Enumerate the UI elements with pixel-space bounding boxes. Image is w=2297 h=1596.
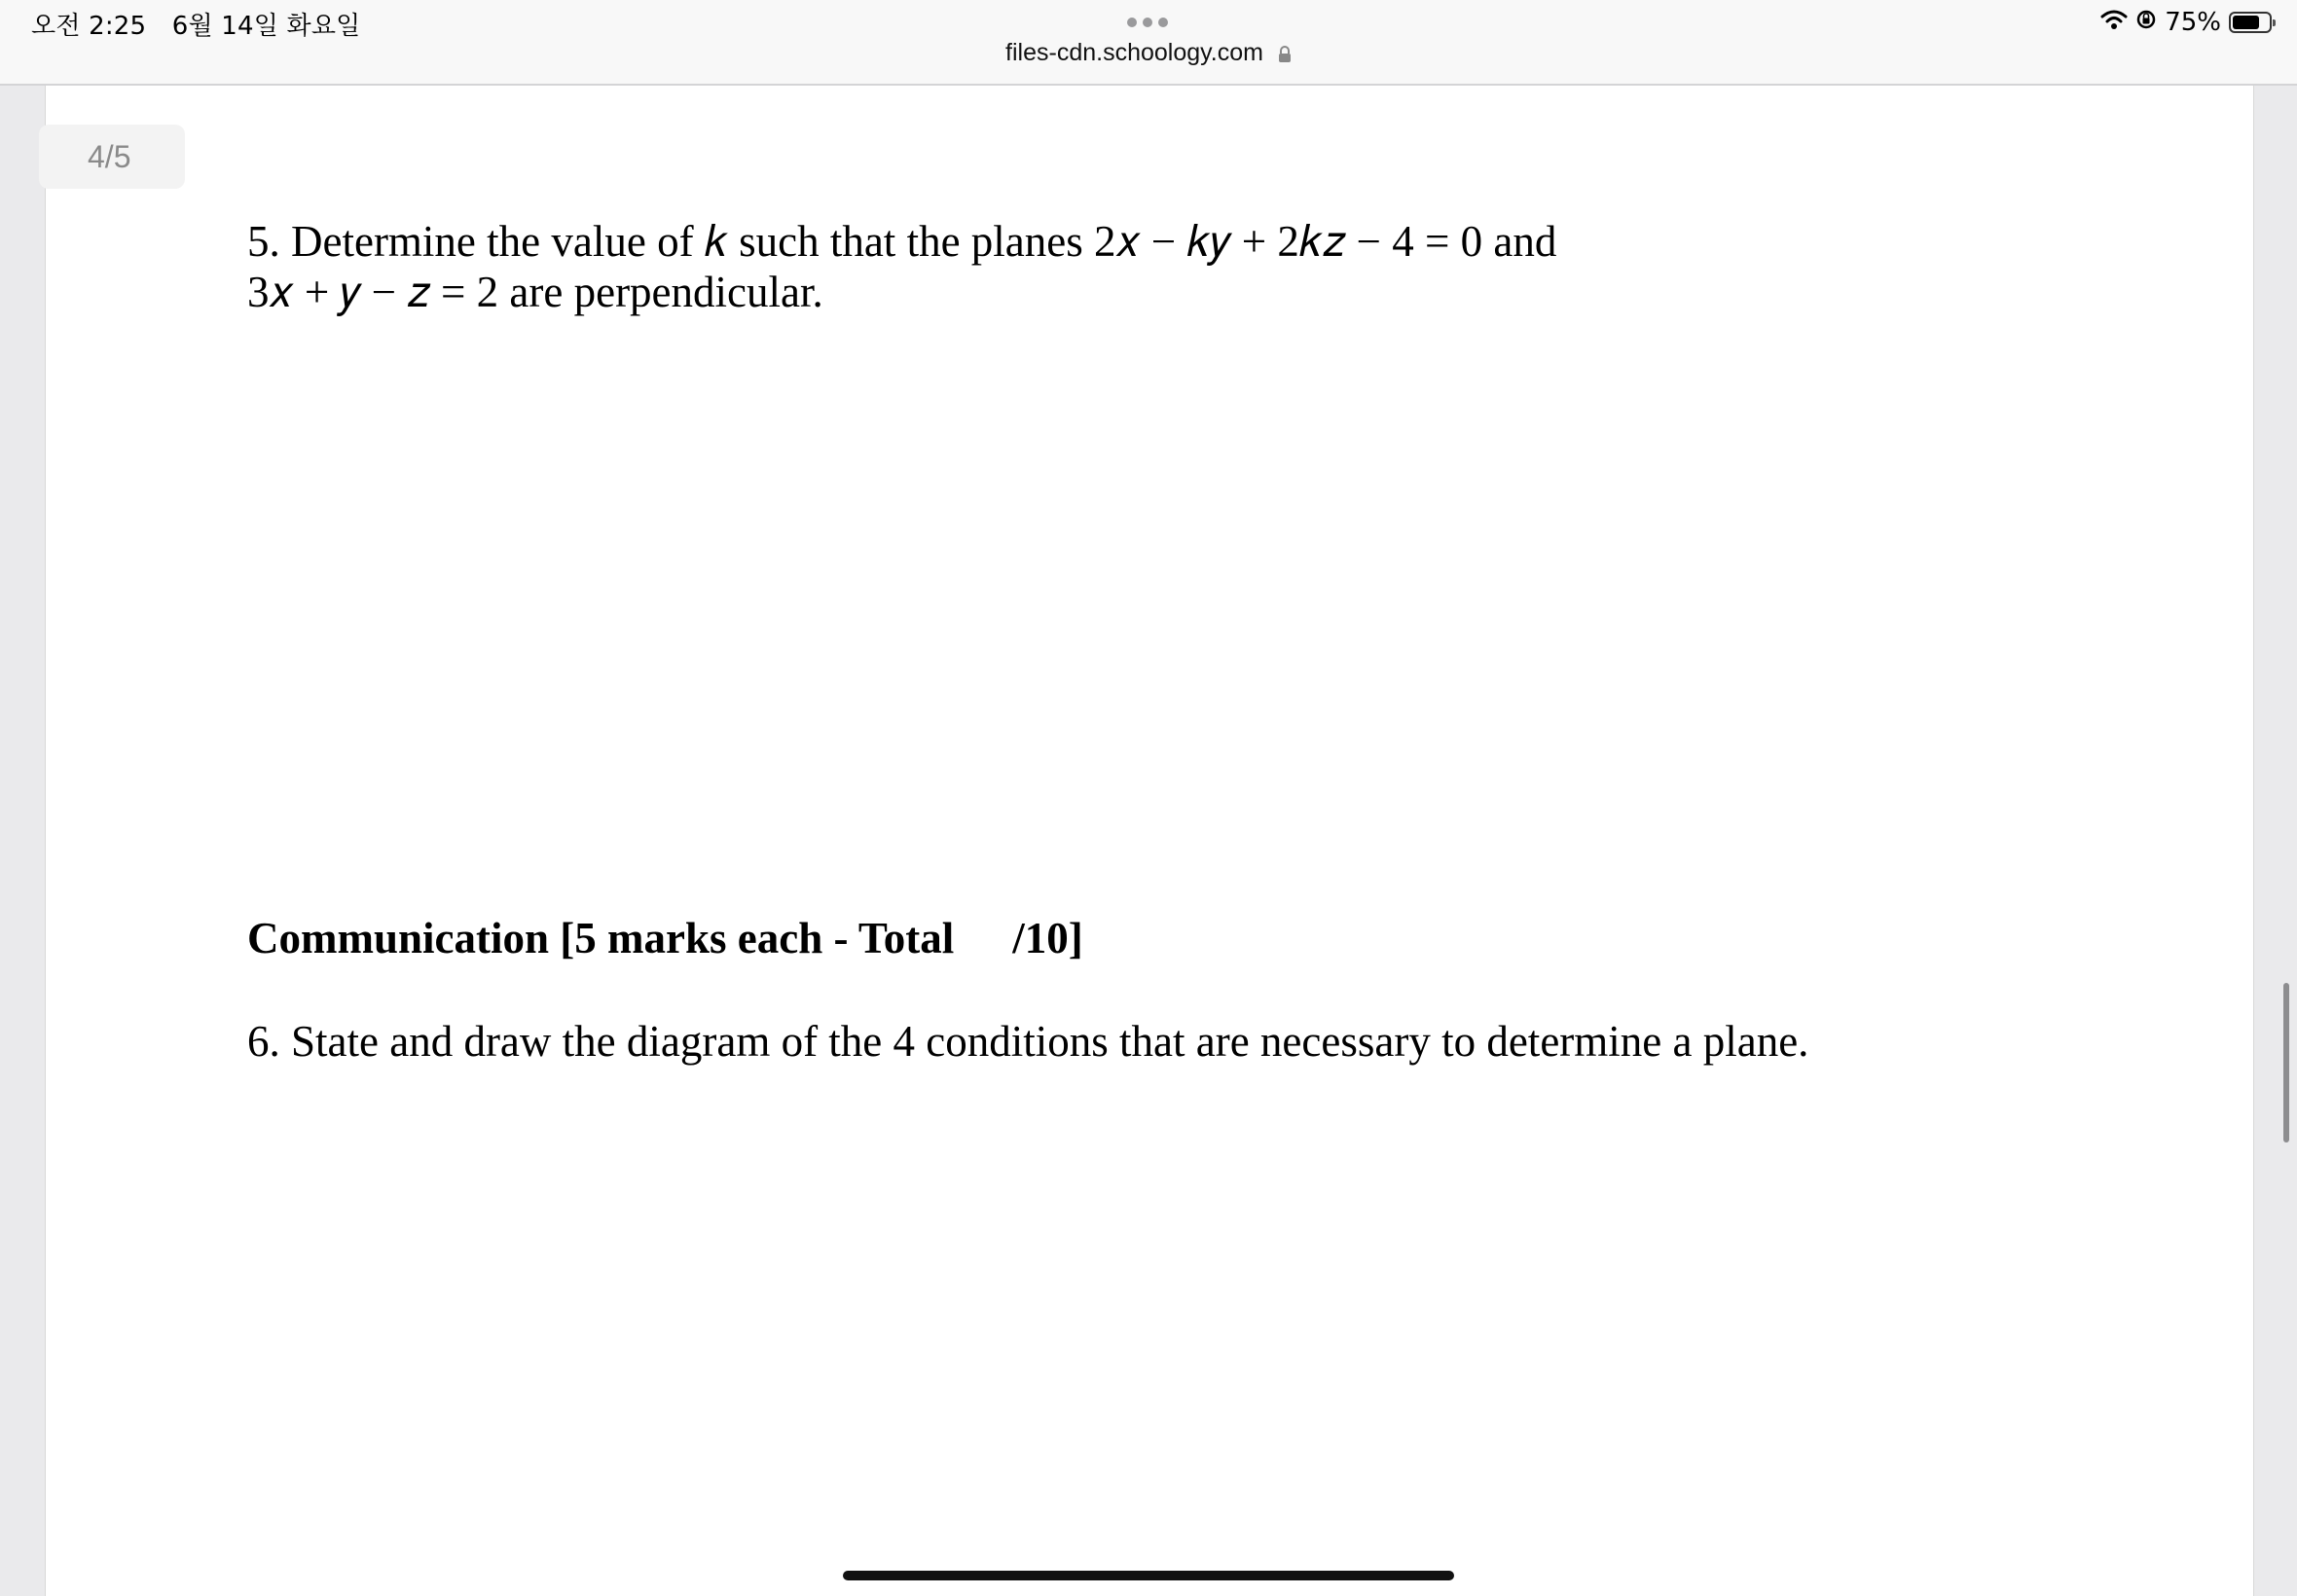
scrollbar-thumb[interactable] — [2283, 983, 2289, 1143]
address-bar[interactable] — [0, 39, 2297, 70]
question-6: 6. State and draw the diagram of the 4 conditions that are necessary to determine a plane. — [247, 1017, 1809, 1066]
communication-section-heading — [247, 913, 1083, 963]
status-bar-left — [31, 6, 361, 42]
url-text: files-cdn.schoology.com — [1005, 39, 1263, 66]
battery-icon — [2229, 12, 2272, 33]
more-options-dots-icon[interactable] — [1127, 18, 1168, 27]
battery-fill — [2233, 16, 2259, 29]
status-time: 오전 2:25 — [31, 12, 147, 41]
status-bar-right — [2100, 8, 2272, 37]
status-date: 6월 14일 화요일 — [171, 12, 361, 41]
section-heading-main: Communication [5 marks each - Total — [247, 914, 955, 962]
page-number: 4/5 — [88, 139, 131, 174]
wifi-icon — [2100, 8, 2128, 37]
lock-icon — [1278, 42, 1292, 70]
section-heading-total: /10] — [1012, 914, 1083, 962]
orientation-lock-icon — [2135, 8, 2157, 37]
battery-percent: 75% — [2165, 8, 2221, 37]
home-indicator[interactable] — [843, 1571, 1454, 1580]
question-5-line-1: 5. Determine the value of 𝑘 such that the planes 2𝑥 − 𝑘𝑦 + 2𝑘𝑧 − 4 = 0 and — [247, 217, 1557, 266]
question-5-line-2: 3𝑥 + 𝑦 − 𝑧 = 2 are perpendicular. — [247, 268, 823, 316]
browser-top-bar — [0, 0, 2297, 86]
page-indicator — [39, 125, 185, 189]
